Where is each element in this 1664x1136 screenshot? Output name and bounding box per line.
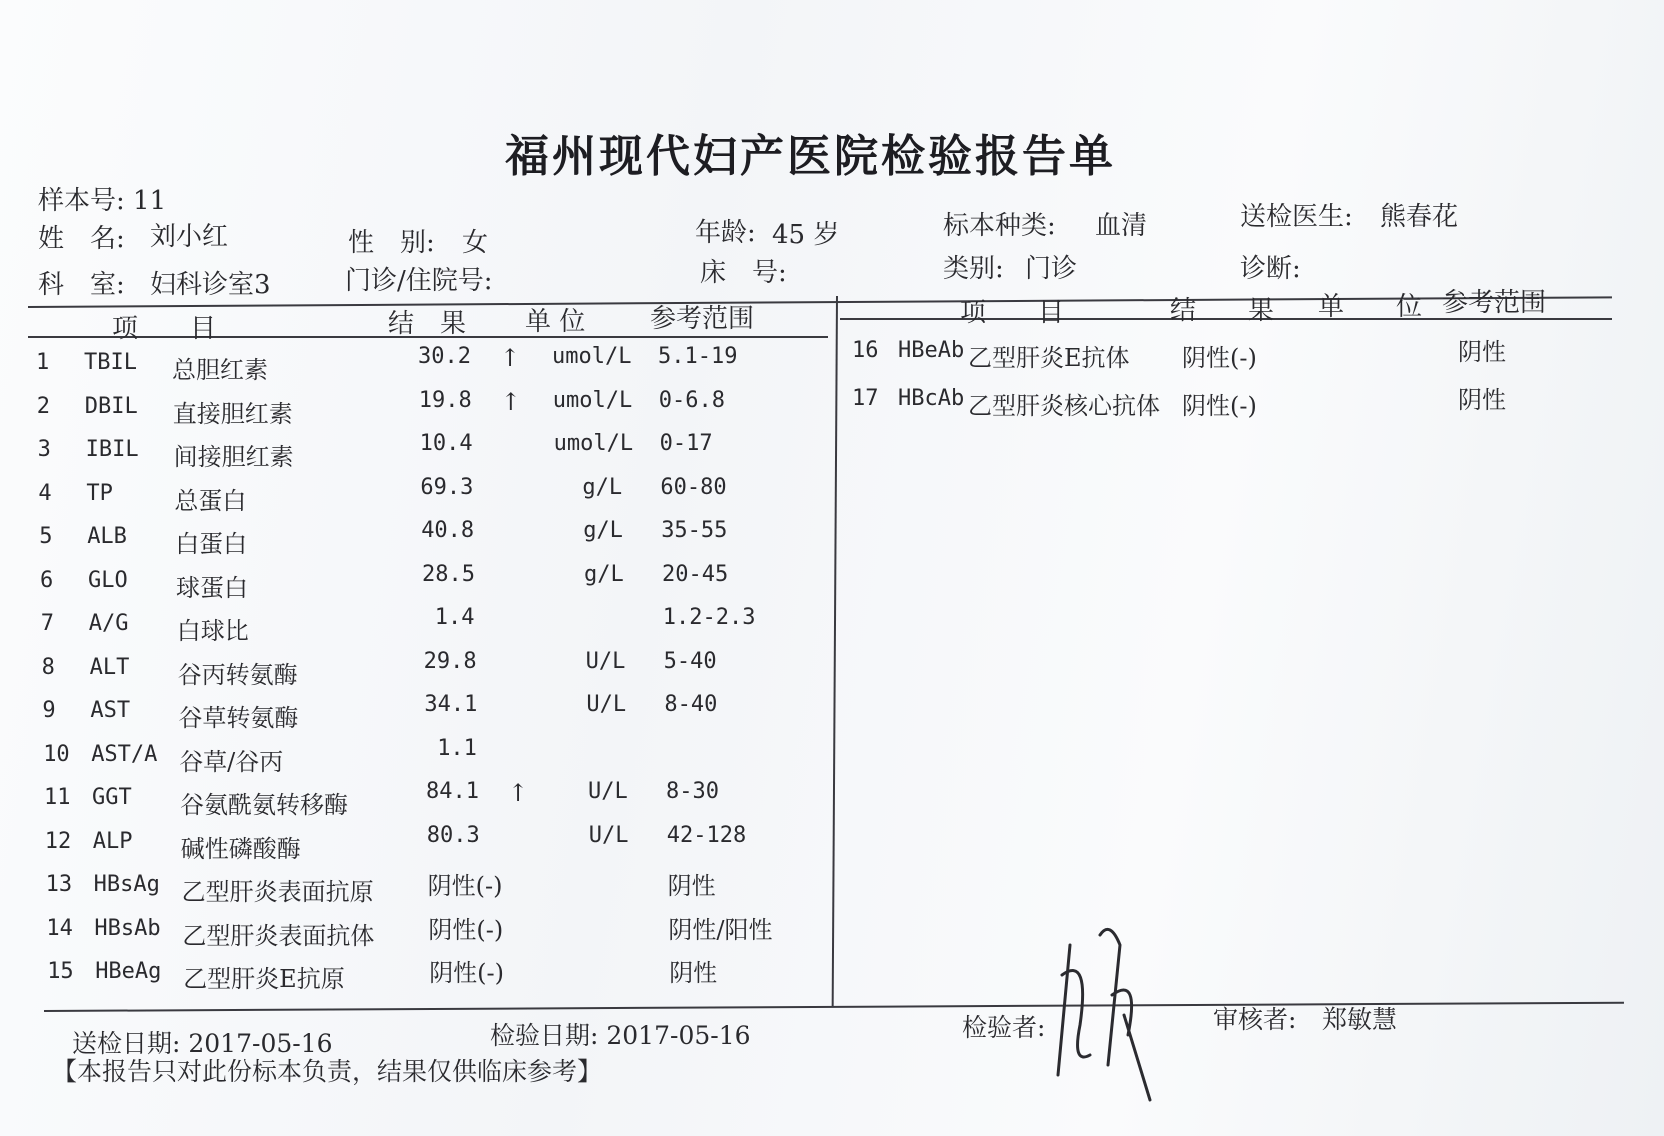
disclaimer: 【本报告只对此份标本负责，结果仅供临床参考】 xyxy=(52,1057,603,1086)
outpatient-no-label: 门诊/住院号: xyxy=(345,266,493,296)
row-number: 7 xyxy=(40,611,55,636)
reference-range: 阴性/阳性 xyxy=(668,915,773,944)
result-value: 1.1 xyxy=(437,735,477,761)
item-name: 白蛋白 xyxy=(175,530,248,558)
patient-name: 刘小红 xyxy=(150,222,229,252)
result-value: 阴性(-) xyxy=(429,959,505,987)
result-value: 34.1 xyxy=(424,692,478,717)
reference-range: 阴性 xyxy=(1458,386,1506,414)
result-value: 80.3 xyxy=(426,822,480,848)
reviewer-label: 审核者: xyxy=(1213,1005,1297,1034)
item-code: ALT xyxy=(89,654,130,680)
result-value: 1.4 xyxy=(434,605,475,630)
reference-range: 1.2-2.3 xyxy=(662,605,756,630)
sample-number: 样本号: 11 xyxy=(38,186,167,216)
item-name: 乙型肝炎表面抗原 xyxy=(181,878,374,906)
column-divider xyxy=(832,296,838,1006)
reference-range: 阴性 xyxy=(1458,338,1506,366)
unit: umol/L xyxy=(553,431,634,456)
item-name: 总胆红素 xyxy=(172,356,268,384)
item-code: TBIL xyxy=(84,350,137,375)
unit: g/L xyxy=(584,561,624,587)
result-value: 28.5 xyxy=(422,561,475,587)
col-range: 参考范围 xyxy=(650,304,755,334)
unit: U/L xyxy=(588,779,628,804)
unit: g/L xyxy=(583,518,623,543)
row-number: 5 xyxy=(39,524,53,549)
age-label: 年龄: xyxy=(695,218,756,248)
row-number: 17 xyxy=(852,386,879,411)
row-number: 14 xyxy=(46,915,73,941)
reference-range: 5-40 xyxy=(663,648,717,674)
specimen-label: 标本种类: xyxy=(943,211,1056,241)
item-name: 总蛋白 xyxy=(174,486,247,515)
unit: U/L xyxy=(585,648,626,674)
col-result: 结 果 xyxy=(388,309,467,339)
item-code: A/G xyxy=(88,611,129,636)
item-name: 碱性磷酸酶 xyxy=(180,834,301,863)
name-label: 姓 名: xyxy=(38,224,125,254)
result-value: 19.8 xyxy=(418,387,472,413)
row-number: 13 xyxy=(45,872,73,897)
bed-label: 床 号: xyxy=(700,258,787,288)
item-code: AST xyxy=(90,698,131,723)
category-label: 类别: xyxy=(943,254,1004,284)
result-value: 29.8 xyxy=(423,648,477,674)
row-number: 8 xyxy=(41,654,55,680)
col-item: 项 目 xyxy=(112,314,217,344)
item-name: 乙型肝炎核心抗体 xyxy=(968,392,1160,420)
item-code: HBsAb xyxy=(94,915,161,941)
reference-range: 35-55 xyxy=(661,518,728,543)
reference-range: 8-30 xyxy=(666,779,719,804)
result-value: 阴性(-) xyxy=(1182,392,1257,420)
test-date: 检验日期: 2017-05-16 xyxy=(490,1021,751,1050)
item-code: HBeAb xyxy=(898,338,965,363)
high-flag-arrow: ↑ xyxy=(508,779,529,807)
high-flag-arrow: ↑ xyxy=(500,344,521,372)
item-code: GGT xyxy=(92,785,132,810)
row-number: 1 xyxy=(36,350,50,375)
row-number: 12 xyxy=(44,828,72,854)
row-number: 2 xyxy=(36,393,51,419)
item-code: HBcAb xyxy=(898,386,965,411)
item-code: TP xyxy=(86,480,113,506)
row-number: 10 xyxy=(43,741,70,767)
row-number: 6 xyxy=(40,567,54,593)
patient-sex: 女 xyxy=(462,228,489,258)
reference-range: 60-80 xyxy=(660,474,727,500)
result-value: 69.3 xyxy=(420,474,474,500)
reference-range: 42-128 xyxy=(666,822,747,848)
item-name: 乙型肝炎E抗原 xyxy=(183,965,345,993)
item-code: GLO xyxy=(88,567,128,593)
doctor-label: 送检医生: xyxy=(1240,202,1353,232)
col-unit-right: 单 位 xyxy=(1318,292,1423,322)
col-result-right: 结 果 xyxy=(1170,296,1275,326)
result-value: 阴性(-) xyxy=(1182,344,1257,372)
sex-label: 性 别: xyxy=(348,228,435,258)
result-value: 30.2 xyxy=(418,344,471,369)
diagnosis-label: 诊断: xyxy=(1240,254,1301,284)
result-value: 阴性(-) xyxy=(428,915,504,944)
tester-label: 检验者: xyxy=(962,1013,1046,1042)
row-number: 4 xyxy=(38,480,52,506)
unit: U/L xyxy=(588,822,629,848)
col-item-right: 项 目 xyxy=(960,298,1065,328)
row-number: 16 xyxy=(852,338,879,363)
row-number: 9 xyxy=(42,698,56,723)
reference-range: 8-40 xyxy=(664,692,718,717)
result-value: 阴性(-) xyxy=(427,872,503,900)
department: 妇科诊室3 xyxy=(150,270,271,300)
reference-range: 5.1-19 xyxy=(658,344,738,369)
item-code: AST/A xyxy=(91,741,158,767)
specimen-type: 血清 xyxy=(1095,211,1148,241)
dept-label: 科 室: xyxy=(38,270,125,300)
reference-range: 0-6.8 xyxy=(658,387,726,413)
high-flag-arrow: ↑ xyxy=(500,387,521,416)
item-name: 间接胆红素 xyxy=(173,443,294,471)
item-name: 谷氨酰氨转移酶 xyxy=(180,791,348,819)
reference-range: 0-17 xyxy=(659,431,713,456)
item-name: 谷草/谷丙 xyxy=(179,747,284,776)
reference-range: 阴性 xyxy=(669,959,718,987)
row-number: 15 xyxy=(47,959,74,984)
reference-range: 20-45 xyxy=(662,561,729,587)
result-value: 10.4 xyxy=(419,431,473,456)
item-code: IBIL xyxy=(85,437,139,462)
item-code: HBeAg xyxy=(95,959,162,984)
category: 门诊 xyxy=(1025,254,1078,284)
unit: g/L xyxy=(582,474,623,500)
row-number: 11 xyxy=(44,785,71,810)
item-name: 球蛋白 xyxy=(176,573,248,602)
unit: umol/L xyxy=(552,387,633,413)
item-name: 乙型肝炎表面抗体 xyxy=(182,921,375,950)
row-number: 3 xyxy=(37,437,51,462)
item-code: DBIL xyxy=(84,393,138,419)
item-name: 谷草转氨酶 xyxy=(178,704,299,732)
reviewer-name: 郑敏慧 xyxy=(1322,1005,1398,1034)
unit: U/L xyxy=(586,692,627,717)
item-name: 谷丙转氨酶 xyxy=(177,660,298,689)
item-name: 直接胆红素 xyxy=(172,399,293,428)
item-code: HBsAg xyxy=(93,872,160,897)
doctor-name: 熊春花 xyxy=(1380,202,1459,232)
item-name: 乙型肝炎E抗体 xyxy=(968,344,1130,372)
col-range-right: 参考范围 xyxy=(1442,288,1547,318)
item-name: 白球比 xyxy=(176,617,249,645)
unit: umol/L xyxy=(552,344,632,369)
tester-signature xyxy=(1050,915,1160,1115)
send-date: 送检日期: 2017-05-16 xyxy=(72,1029,333,1058)
reference-range: 阴性 xyxy=(667,872,716,900)
item-code: ALP xyxy=(92,828,133,854)
item-code: ALB xyxy=(87,524,127,549)
result-value: 40.8 xyxy=(421,518,475,543)
patient-age: 45 岁 xyxy=(772,220,840,250)
col-unit: 单 位 xyxy=(525,307,586,337)
report-title: 福州现代妇产医院检验报告单 xyxy=(505,131,1116,182)
result-value: 84.1 xyxy=(426,779,479,804)
